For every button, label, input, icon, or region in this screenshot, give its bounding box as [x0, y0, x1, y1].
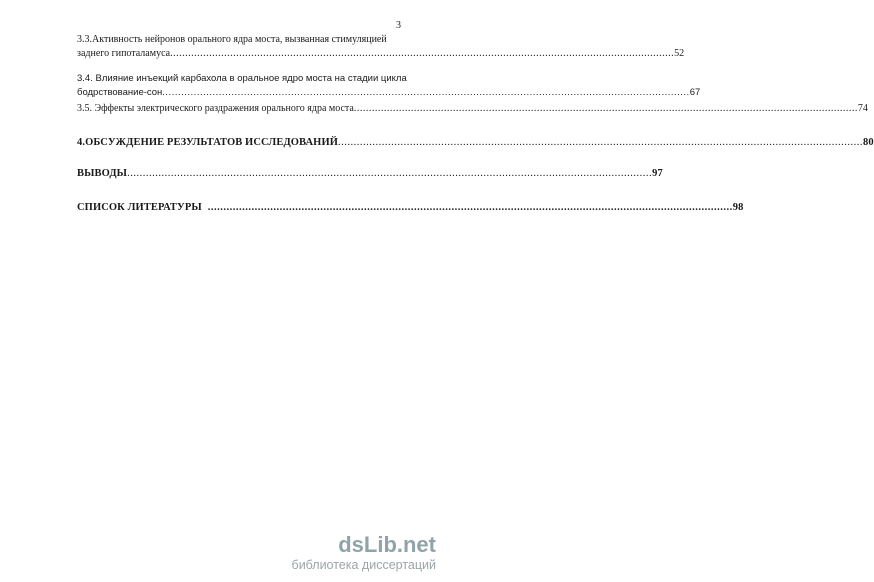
leader-dots: ........................................................................................................................................................................ — [162, 87, 690, 98]
toc-page-ref: 98 — [732, 202, 744, 213]
toc-entry-last-line: СПИСОК ЛИТЕРАТУРЫ ........................................................................................................................................................................ 98 — [77, 202, 744, 213]
toc-page-ref: 67 — [689, 87, 701, 98]
page-number: 3 — [396, 20, 401, 31]
leader-dots: ........................................................................................................................................................................ — [353, 103, 858, 114]
toc-entry-last-line: 4.ОБСУЖДЕНИЕ РЕЗУЛЬТАТОВ ИССЛЕДОВАНИЙ ........................................................................................................................................................................ 80 — [77, 137, 874, 148]
toc-page-ref: 52 — [674, 48, 685, 59]
toc-entry-discussion[interactable] — [77, 136, 874, 150]
toc-page-ref: 80 — [862, 137, 874, 148]
leader-dots: ........................................................................................................................................................................ — [337, 137, 863, 148]
watermark-logo: dsLib.net — [338, 532, 436, 557]
toc-page-ref: 74 — [857, 103, 868, 114]
leader-dots: ........................................................................................................................................................................ — [170, 48, 675, 59]
toc-page-ref: 97 — [652, 168, 663, 179]
leader-dots: ........................................................................................................................................................................ — [127, 168, 653, 179]
toc-entry-title-line: 3.3.Активность нейронов орального ядра моста, вызванная стимуляцией — [77, 34, 387, 45]
leader-dots: ........................................................................................................................................................................ — [207, 202, 733, 213]
watermark — [292, 534, 436, 572]
toc-entry-last-line: заднего гипоталамуса ........................................................................................................................................................................ 52 — [77, 48, 685, 59]
toc-entry-references[interactable] — [77, 201, 744, 215]
toc-entry-title-line: 3.4. Влияние инъекций карбахола в оральное ядро моста на стадии цикла — [77, 73, 407, 84]
toc-entry-3-3[interactable] — [77, 33, 685, 61]
toc-entry-conclusions[interactable] — [77, 167, 663, 181]
toc-entry-last-line: бодрствование-сон ........................................................................................................................................................................ 67 — [77, 87, 701, 98]
toc-entry-3-5[interactable] — [77, 102, 868, 116]
toc-entry-last-line: ВЫВОДЫ ........................................................................................................................................................................ 97 — [77, 168, 663, 179]
toc-entry-3-4[interactable] — [77, 72, 701, 100]
watermark-tagline: библиотека диссертаций — [291, 558, 436, 572]
toc-entry-last-line: 3.5. Эффекты электрического раздражения орального ядра моста ........................................................................................................................................................................ 74 — [77, 103, 868, 114]
